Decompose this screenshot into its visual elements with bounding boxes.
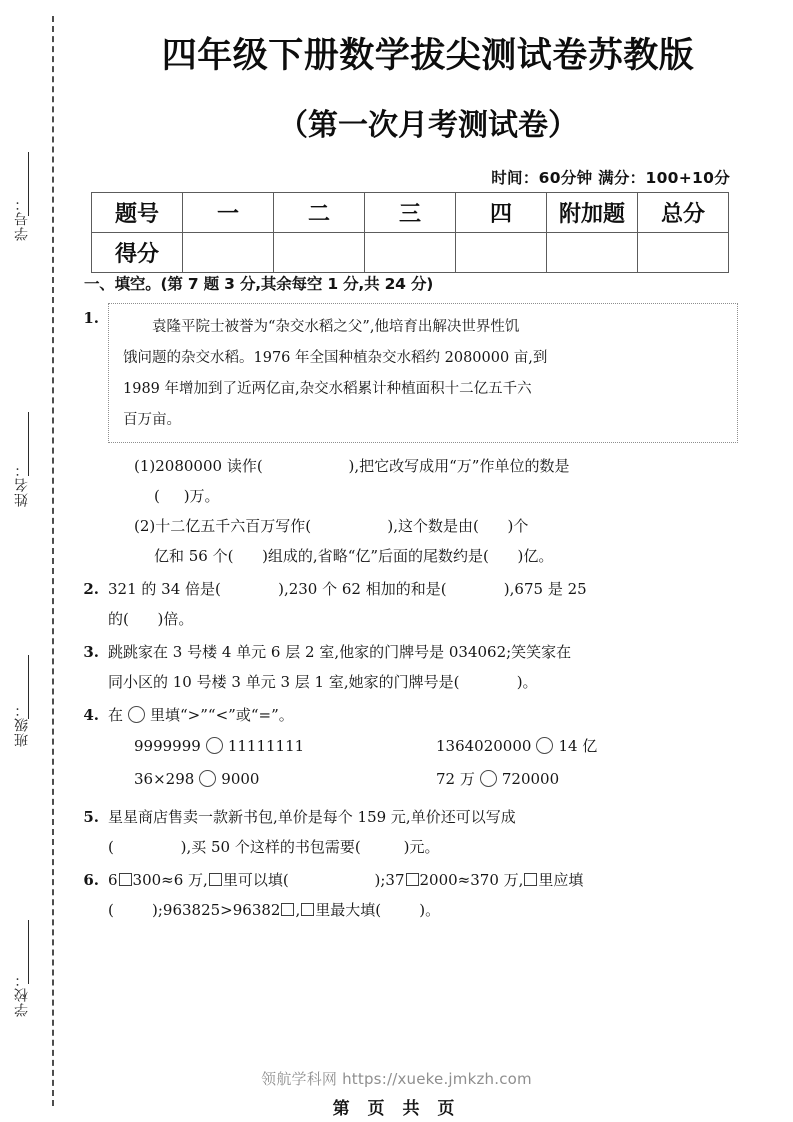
- blank-square-icon[interactable]: [209, 873, 222, 886]
- question-number: 3.: [83, 643, 99, 661]
- comparison-right: 11111111: [227, 737, 305, 755]
- comparison-item: [134, 730, 436, 763]
- exam-content: [78, 272, 738, 928]
- question-prompt: [108, 700, 738, 730]
- score-table-col-3: 三: [365, 193, 456, 233]
- blank-square-icon[interactable]: [301, 903, 314, 916]
- comparison-left: 72 万: [436, 770, 475, 788]
- fold-dashed-line: [52, 16, 54, 1106]
- blank-square-icon[interactable]: [119, 873, 132, 886]
- table-row-header: [92, 193, 729, 233]
- comparison-right: 720000: [501, 770, 560, 788]
- blank-square-icon[interactable]: [406, 873, 419, 886]
- question-5: [78, 802, 738, 862]
- comparison-row-2: [108, 763, 738, 796]
- question-line: 亿和 56 个( )组成的,省略“亿”后面的尾数约是( )亿。: [154, 547, 554, 565]
- quote-line: 饿问题的杂交水稻。1976 年全国种植杂交水稻约 2080000 亩,到: [123, 350, 548, 366]
- rail-label-school: 学校：: [14, 972, 30, 1017]
- question-body: [108, 802, 738, 862]
- score-cell-total[interactable]: [638, 233, 729, 273]
- prompt-prefix: 在: [108, 706, 124, 724]
- comparison-item: [134, 763, 436, 796]
- comparison-row-1: [108, 730, 738, 763]
- question-line: 同小区的 10 号楼 3 单元 3 层 1 室,她家的门牌号是( )。: [108, 673, 538, 691]
- score-cell-1[interactable]: [183, 233, 274, 273]
- q6-seg: 里可以填( );37: [222, 871, 405, 889]
- question-line: 跳跳家在 3 号楼 4 单元 6 层 2 室,他家的门牌号是 034062;笑笑家在: [108, 643, 572, 661]
- question-line: ( )万。: [154, 487, 220, 505]
- question-line: [108, 865, 738, 895]
- score-table-col-bonus: 附加题: [547, 193, 638, 233]
- question-number: 2.: [83, 580, 99, 598]
- question-line: ( ),买 50 个这样的书包需要( )元。: [108, 838, 440, 856]
- rail-label-student-id: 学号：: [14, 196, 30, 241]
- blank-circle-icon[interactable]: [199, 770, 216, 787]
- comparison-left: 36×298: [134, 770, 195, 788]
- question-4: [78, 700, 738, 796]
- score-table-col-1: 一: [183, 193, 274, 233]
- score-table-row-label: 得分: [92, 233, 183, 273]
- q6-seg: 300≈6 万,: [132, 871, 208, 889]
- comparison-right: 9000: [221, 770, 260, 788]
- score-cell-2[interactable]: [274, 233, 365, 273]
- comparison-left: 1364020000: [436, 737, 532, 755]
- question-body: [108, 574, 738, 634]
- q6-seg: 里应填: [538, 871, 584, 889]
- page-subtitle: （第一次月考测试卷）: [278, 108, 578, 143]
- question-line: 的( )倍。: [108, 610, 194, 628]
- score-cell-bonus[interactable]: [547, 233, 638, 273]
- score-table-col-2: 二: [274, 193, 365, 233]
- score-table-col-total: 总分: [638, 193, 729, 233]
- quote-line: 袁隆平院士被誉为“杂交水稻之父”,他培育出解决世界性饥: [152, 319, 520, 335]
- question-line: 321 的 34 倍是( ),230 个 62 相加的和是( ),675 是 25: [108, 580, 587, 598]
- blank-square-icon[interactable]: [281, 903, 294, 916]
- page-title: 四年级下册数学拔尖测试卷苏教版: [161, 36, 695, 76]
- blank-circle-icon[interactable]: [480, 770, 497, 787]
- quote-line: 百万亩。: [123, 412, 181, 428]
- q6-seg: 2000≈370 万,: [419, 871, 524, 889]
- question-6: [78, 865, 738, 925]
- page-number-footer: 第 页 共 页: [332, 1099, 461, 1119]
- blank-square-icon[interactable]: [524, 873, 537, 886]
- table-row-scores: [92, 233, 729, 273]
- blank-circle-icon[interactable]: [206, 737, 223, 754]
- question-body: [108, 865, 738, 925]
- question-number: 1.: [83, 309, 99, 327]
- question-2: [78, 574, 738, 634]
- question-body: [108, 700, 738, 796]
- q6-seg: ( );963825>96382: [108, 901, 281, 919]
- question-body: [108, 303, 738, 571]
- question-number: 6.: [83, 871, 99, 889]
- question-number: 5.: [83, 808, 99, 826]
- score-table-row-label: 题号: [92, 193, 183, 233]
- question-3: [78, 637, 738, 697]
- score-cell-4[interactable]: [456, 233, 547, 273]
- exam-meta-line: 时间：60分钟 满分：100+10分: [491, 169, 730, 187]
- question-number: 4.: [83, 706, 99, 724]
- blank-circle-icon[interactable]: [536, 737, 553, 754]
- binding-margin-rail: [0, 0, 78, 1122]
- rail-label-class: 班级：: [14, 702, 30, 747]
- blank-circle-icon[interactable]: [128, 706, 145, 723]
- watermark-footer: 领航学科网 https://xueke.jmkzh.com: [261, 1070, 532, 1088]
- question-line: 星星商店售卖一款新书包,单价是每个 159 元,单价还可以写成: [108, 808, 516, 826]
- q6-seg: 里最大填( )。: [315, 901, 441, 919]
- rail-label-name: 姓名：: [14, 462, 30, 507]
- comparison-right: 14 亿: [558, 737, 598, 755]
- comparison-left: 9999999: [134, 737, 201, 755]
- question-1: [78, 303, 738, 571]
- question-line: (1)2080000 读作( ),把它改写成用“万”作单位的数是: [134, 457, 570, 475]
- quote-line: 1989 年增加到了近两亿亩,杂交水稻累计种植面积十二亿五千六: [123, 381, 532, 397]
- question-1-quote-box: [108, 303, 738, 443]
- score-table: [91, 192, 729, 273]
- score-cell-3[interactable]: [365, 233, 456, 273]
- comparison-item: [436, 763, 738, 796]
- score-table-col-4: 四: [456, 193, 547, 233]
- prompt-suffix: 里填“>”“<”或“=”。: [150, 706, 294, 724]
- comparison-item: [436, 730, 738, 763]
- q6-seg: 6: [108, 871, 118, 889]
- question-line: (2)十二亿五千六百万写作( ),这个数是由( )个: [134, 517, 529, 535]
- q6-seg: ,: [295, 901, 301, 919]
- question-line: [108, 895, 738, 925]
- section-heading-fill-in-blanks: 一、填空。(第 7 题 3 分,其余每空 1 分,共 24 分): [84, 275, 434, 293]
- question-body: [108, 637, 738, 697]
